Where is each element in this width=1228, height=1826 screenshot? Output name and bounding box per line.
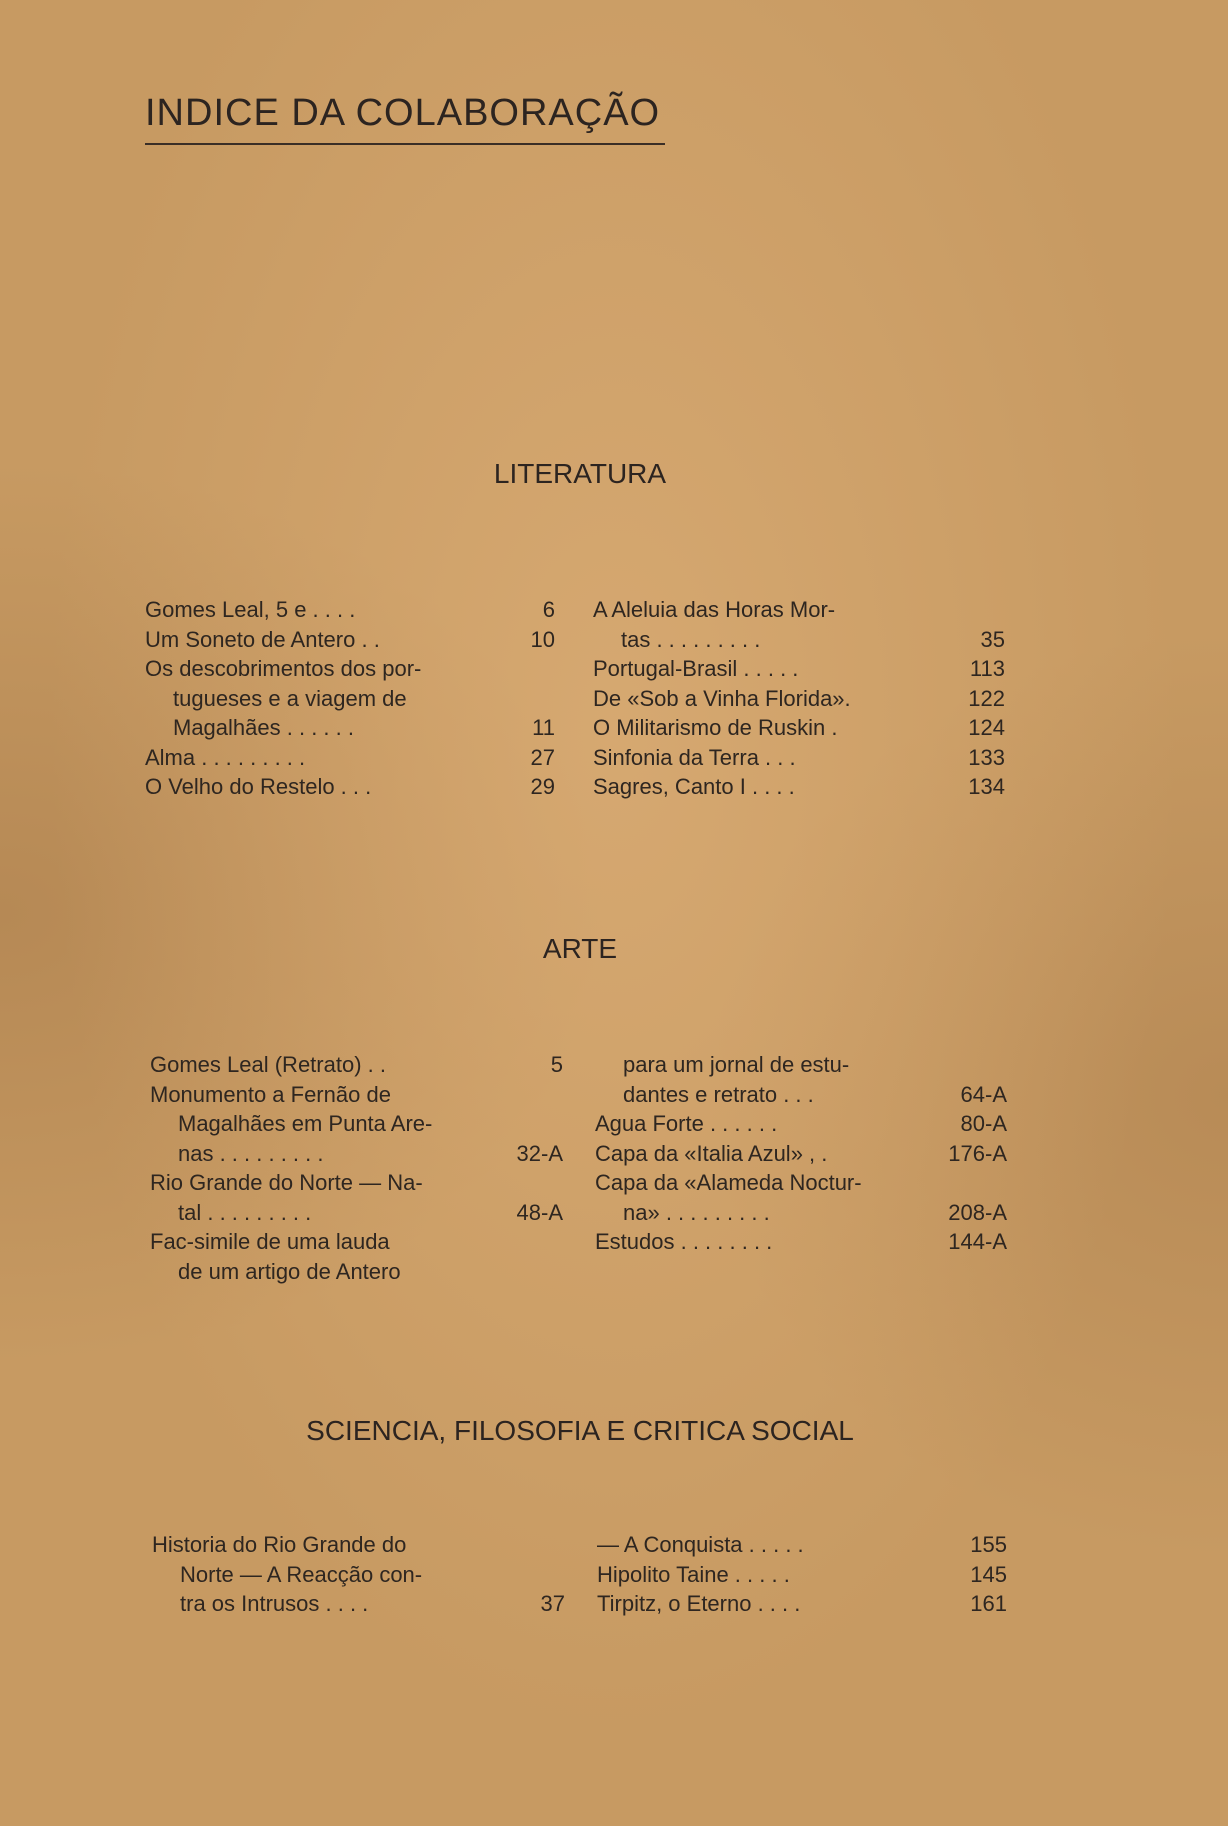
entry-title xyxy=(150,1227,493,1286)
entry-page-number: 155 xyxy=(970,1532,1007,1557)
entry-title xyxy=(145,743,485,773)
entry-page-number: 161 xyxy=(970,1591,1007,1616)
entry-title-line: Os descobrimentos dos por- xyxy=(145,656,422,681)
entry-page-number: 113 xyxy=(969,656,1005,681)
entry-title xyxy=(145,595,485,625)
entry-page-number: 208-A xyxy=(948,1199,1007,1225)
arte-right-column xyxy=(595,1050,1007,1257)
entry-title xyxy=(595,1227,937,1257)
entry-page-number: 35 xyxy=(980,626,1005,652)
index-entry xyxy=(595,1109,1007,1139)
index-entry xyxy=(145,772,555,802)
entry-page-number: 133 xyxy=(968,744,1005,770)
entry-title xyxy=(597,1589,937,1619)
index-entry xyxy=(593,595,1005,654)
entry-title-line: Tirpitz, o Eterno . . . . xyxy=(597,1591,801,1616)
index-entry xyxy=(595,1139,1007,1169)
entry-page-number: 29 xyxy=(530,774,555,799)
entry-title xyxy=(145,654,485,743)
entry-title-line: Um Soneto de Antero . . xyxy=(145,626,380,652)
entry-title xyxy=(593,772,935,802)
entry-title-line: Rio Grande do Norte — Na- xyxy=(150,1170,423,1195)
entry-page-number: 124 xyxy=(968,715,1005,740)
literatura-left-column xyxy=(145,595,555,802)
index-entry xyxy=(145,625,555,655)
entry-page-number: 80-A xyxy=(960,1111,1007,1136)
section-heading-arte: ARTE xyxy=(542,933,618,964)
entry-title xyxy=(150,1080,493,1169)
entry-title xyxy=(595,1168,937,1227)
entry-title xyxy=(597,1530,937,1560)
entry-title xyxy=(595,1050,937,1109)
index-entry xyxy=(150,1227,563,1286)
entry-page-number: 32-A xyxy=(516,1140,563,1166)
index-entry xyxy=(595,1227,1007,1257)
entry-title-line: Historia do Rio Grande do xyxy=(152,1532,407,1557)
index-entry xyxy=(593,654,1005,684)
index-entry xyxy=(145,743,555,773)
index-entry xyxy=(150,1168,563,1227)
entry-title xyxy=(150,1050,493,1080)
entry-title-line: O Velho do Restelo . . . xyxy=(145,774,372,799)
index-entry xyxy=(150,1050,563,1080)
title-underline xyxy=(145,143,665,145)
entry-page-number: 122 xyxy=(968,685,1005,711)
entry-title-line: Gomes Leal, 5 e . . . . xyxy=(145,597,356,622)
entry-page-number: 6 xyxy=(542,597,555,622)
arte-left-column xyxy=(150,1050,563,1286)
entry-title-line: tugueses e a viagem de xyxy=(173,685,407,711)
entry-title-line: para um jornal de estu- xyxy=(623,1052,850,1077)
entry-title xyxy=(593,713,935,743)
section-heading-literatura: LITERATURA xyxy=(493,458,667,489)
entry-title-line: tas . . . . . . . . . xyxy=(621,626,761,652)
entry-title-line: Sinfonia da Terra . . . xyxy=(593,744,796,770)
index-entry xyxy=(150,1080,563,1169)
entry-title-line: dantes e retrato . . . xyxy=(623,1081,814,1107)
entry-title xyxy=(145,625,485,655)
index-entry xyxy=(595,1168,1007,1227)
entry-title-line: Estudos . . . . . . . . xyxy=(595,1229,773,1254)
entry-page-number: 10 xyxy=(530,626,555,652)
entry-title-line: Sagres, Canto I . . . . xyxy=(593,774,795,799)
entry-title xyxy=(595,1109,937,1139)
index-entry xyxy=(145,595,555,625)
entry-title xyxy=(597,1560,937,1590)
index-entry xyxy=(597,1530,1007,1560)
entry-title-line: Portugal-Brasil . . . . . xyxy=(593,656,799,681)
entry-title-line: Norte — A Reacção con- xyxy=(180,1561,423,1587)
entry-title-line: — A Conquista . . . . . xyxy=(597,1532,804,1557)
entry-page-number: 145 xyxy=(970,1561,1007,1587)
entry-page-number: 134 xyxy=(968,774,1005,799)
literatura-right-column xyxy=(593,595,1005,802)
entry-title-line: nas . . . . . . . . . xyxy=(178,1140,324,1166)
entry-title-line: na» . . . . . . . . . xyxy=(623,1199,770,1225)
entry-title-line: Gomes Leal (Retrato) . . xyxy=(150,1052,386,1077)
index-entry xyxy=(152,1530,565,1619)
entry-page-number: 5 xyxy=(550,1052,563,1077)
entry-title-line: Fac-simile de uma lauda xyxy=(150,1229,390,1254)
entry-page-number: 11 xyxy=(532,715,555,740)
entry-page-number: 64-A xyxy=(960,1081,1007,1107)
entry-title-line: Hipolito Taine . . . . . xyxy=(597,1561,790,1587)
entry-title-line: Alma . . . . . . . . . xyxy=(145,744,306,770)
entry-title-line: tal . . . . . . . . . xyxy=(178,1199,312,1225)
index-entry xyxy=(593,713,1005,743)
entry-title-line: De «Sob a Vinha Florida». xyxy=(593,685,851,711)
entry-title xyxy=(593,743,935,773)
entry-title xyxy=(593,654,935,684)
index-entry xyxy=(597,1560,1007,1590)
entry-title xyxy=(593,684,935,714)
index-entry xyxy=(145,654,555,743)
entry-title-line: Magalhães em Punta Are- xyxy=(178,1111,433,1136)
entry-title xyxy=(595,1139,937,1169)
sciencia-left-column xyxy=(152,1530,565,1619)
entry-title-line: A Aleluia das Horas Mor- xyxy=(593,597,836,622)
entry-title-line: de um artigo de Antero xyxy=(178,1258,401,1284)
entry-title-line: O Militarismo de Ruskin . xyxy=(593,715,838,740)
entry-title-line: Capa da «Italia Azul» , . xyxy=(595,1140,828,1166)
entry-page-number: 176-A xyxy=(948,1140,1007,1166)
entry-title xyxy=(150,1168,493,1227)
entry-page-number: 27 xyxy=(530,744,555,770)
page-title: INDICE DA COLABORAÇÃO xyxy=(145,92,661,134)
entry-page-number: 37 xyxy=(540,1591,565,1616)
entry-title-line: Capa da «Alameda Noctur- xyxy=(595,1170,862,1195)
index-entry xyxy=(593,772,1005,802)
section-heading-sciencia: SCIENCIA, FILOSOFIA E CRITICA SOCIAL xyxy=(306,1415,854,1446)
index-entry xyxy=(593,684,1005,714)
index-entry xyxy=(595,1050,1007,1109)
index-entry xyxy=(593,743,1005,773)
entry-title-line: tra os Intrusos . . . . xyxy=(180,1591,369,1616)
entry-title-line: Monumento a Fernão de xyxy=(150,1081,391,1107)
entry-title xyxy=(145,772,485,802)
entry-title xyxy=(593,595,935,654)
entry-page-number: 48-A xyxy=(516,1199,563,1225)
entry-title xyxy=(152,1530,495,1619)
entry-title-line: Magalhães . . . . . . xyxy=(173,715,354,740)
index-entry xyxy=(597,1589,1007,1619)
entry-page-number: 144-A xyxy=(948,1229,1007,1254)
entry-title-line: Agua Forte . . . . . . xyxy=(595,1111,778,1136)
sciencia-right-column xyxy=(597,1530,1007,1619)
